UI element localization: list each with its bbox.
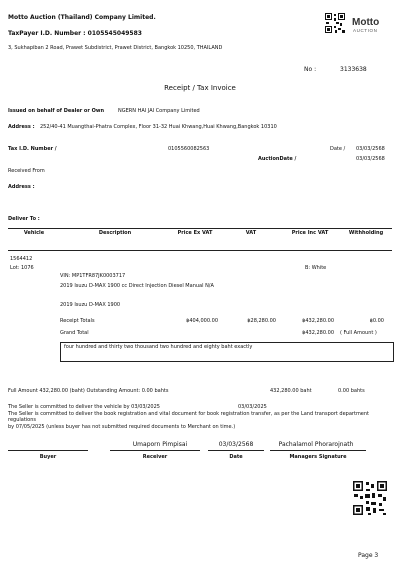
header-description: Description — [98, 230, 132, 236]
receipt-no-value: 3133638 — [340, 66, 367, 73]
owner-address-en: 252/40-41 Muangthai-Phatra Complex, Floor 31-32 Huai Khwang,Huai Khwang,Bangkok 10310 — [40, 124, 277, 130]
owner-name-en: NGERN HAI JAI Company Limited — [118, 108, 200, 114]
item-lot: Lot: 1076 — [10, 265, 34, 271]
item-model-line: 2019 Isuzu D-MAX 1900 cc Direct Injection Diesel Manual N/A — [60, 283, 214, 289]
sig-label-buyer: Buyer — [39, 454, 57, 460]
deliver-to-label: Deliver To : — [8, 216, 40, 222]
company-address-en: 3, Sukhapiban 2 Road, Prawet Subdistrict, Prawet District, Bangkok 10250, THAILAND — [8, 45, 223, 51]
svg-text:AUCTION: AUCTION — [353, 28, 378, 33]
sig-label-receiver: Receiver — [142, 454, 168, 460]
tax-id-label: Tax I.D. Number / — [8, 146, 57, 152]
amount-in-words-en: four hundred and thirty two thousand two hundred and eighty baht exactly — [64, 344, 253, 350]
tax-id-value: 0105560082563 — [168, 146, 210, 152]
auction-date-value: 03/03/2568 — [356, 156, 385, 162]
price-ex-vat-value: ฿404,000.00 — [186, 318, 218, 324]
manager-signature-name: Pachalamol Phorarojnath — [278, 441, 354, 448]
grand-total-value: ฿432,280.00 — [302, 330, 334, 336]
deliver-by-th-date: 03/03/2025 — [238, 404, 267, 410]
withholding-value: ฿0.00 — [369, 318, 384, 324]
qr-code-icon — [324, 12, 346, 34]
motto-logo — [352, 14, 388, 34]
svg-text:Motto: Motto — [352, 17, 380, 28]
qr-code-bottom-icon — [352, 480, 388, 516]
header-vat: VAT — [245, 230, 257, 236]
receipt-totals-label: Receipt Totals — [60, 318, 95, 324]
sig-label-managers: Managers Signature — [289, 454, 347, 460]
reg-line-2: by 07/05/2025 (unless buyer has not submitted required documents to Merchant on time.) — [8, 424, 236, 430]
full-amount-tag: ( Full Amount ) — [340, 330, 377, 336]
deliver-by-line: The Seller is committed to deliver the vehicle by 03/03/2025 — [8, 404, 160, 410]
date-label: Date / — [330, 146, 346, 152]
item-ref: 1564412 — [10, 256, 33, 262]
reg-line-1: The Seller is committed to deliver the book registration and vital document for book registration transfer, as per the Land transport department regulations — [8, 411, 370, 423]
signature-date: 03/03/2568 — [218, 441, 254, 448]
date-value: 03/03/2568 — [356, 146, 385, 152]
full-amount-line: Full Amount 432,280.00 (baht) Outstanding Amount: 0.00 bahts — [8, 388, 169, 394]
company-name-en: Motto Auction (Thailand) Company Limited. — [8, 14, 156, 21]
header-vehicle: Vehicle — [23, 230, 45, 236]
sig-label-date: Date — [229, 454, 243, 460]
header-withholding: Withholding — [348, 230, 384, 236]
header-price-ex-vat: Price Ex VAT — [177, 230, 213, 236]
outstanding-right-2: 0.00 bahts — [338, 388, 365, 394]
price-inc-vat-value: ฿432,280.00 — [302, 318, 334, 324]
received-from-label: Received From — [8, 168, 45, 174]
company-taxpayer-id: TaxPayer I.D. Number : 0105545049583 — [8, 30, 142, 37]
issued-on-behalf-label: Issued on behalf of Dealer or Own — [8, 108, 105, 114]
receipt-no-label: No : — [304, 66, 317, 73]
outstanding-right: 432,280.00 baht — [270, 388, 312, 394]
auction-date-label: AuctionDate / — [258, 156, 297, 162]
item-model-line-alt: 2019 Isuzu D-MAX 1900 — [60, 302, 121, 308]
buyer-signature-name: Umaporn Pimpisai — [132, 441, 188, 448]
page-number: Page 3 — [358, 552, 379, 559]
vat-value: ฿28,280.00 — [247, 318, 276, 324]
item-color: B: White — [305, 265, 327, 271]
grand-total-label: Grand Total — [60, 330, 89, 336]
owner-address-label: Address : — [8, 124, 35, 130]
header-price-inc-vat: Price Inc VAT — [291, 230, 329, 236]
customer-address-label: Address : — [8, 184, 35, 190]
item-vin: VIN: MP1TFR87JK0003717 — [60, 273, 126, 279]
receipt-title-en: Receipt / Tax Invoice — [164, 84, 236, 92]
